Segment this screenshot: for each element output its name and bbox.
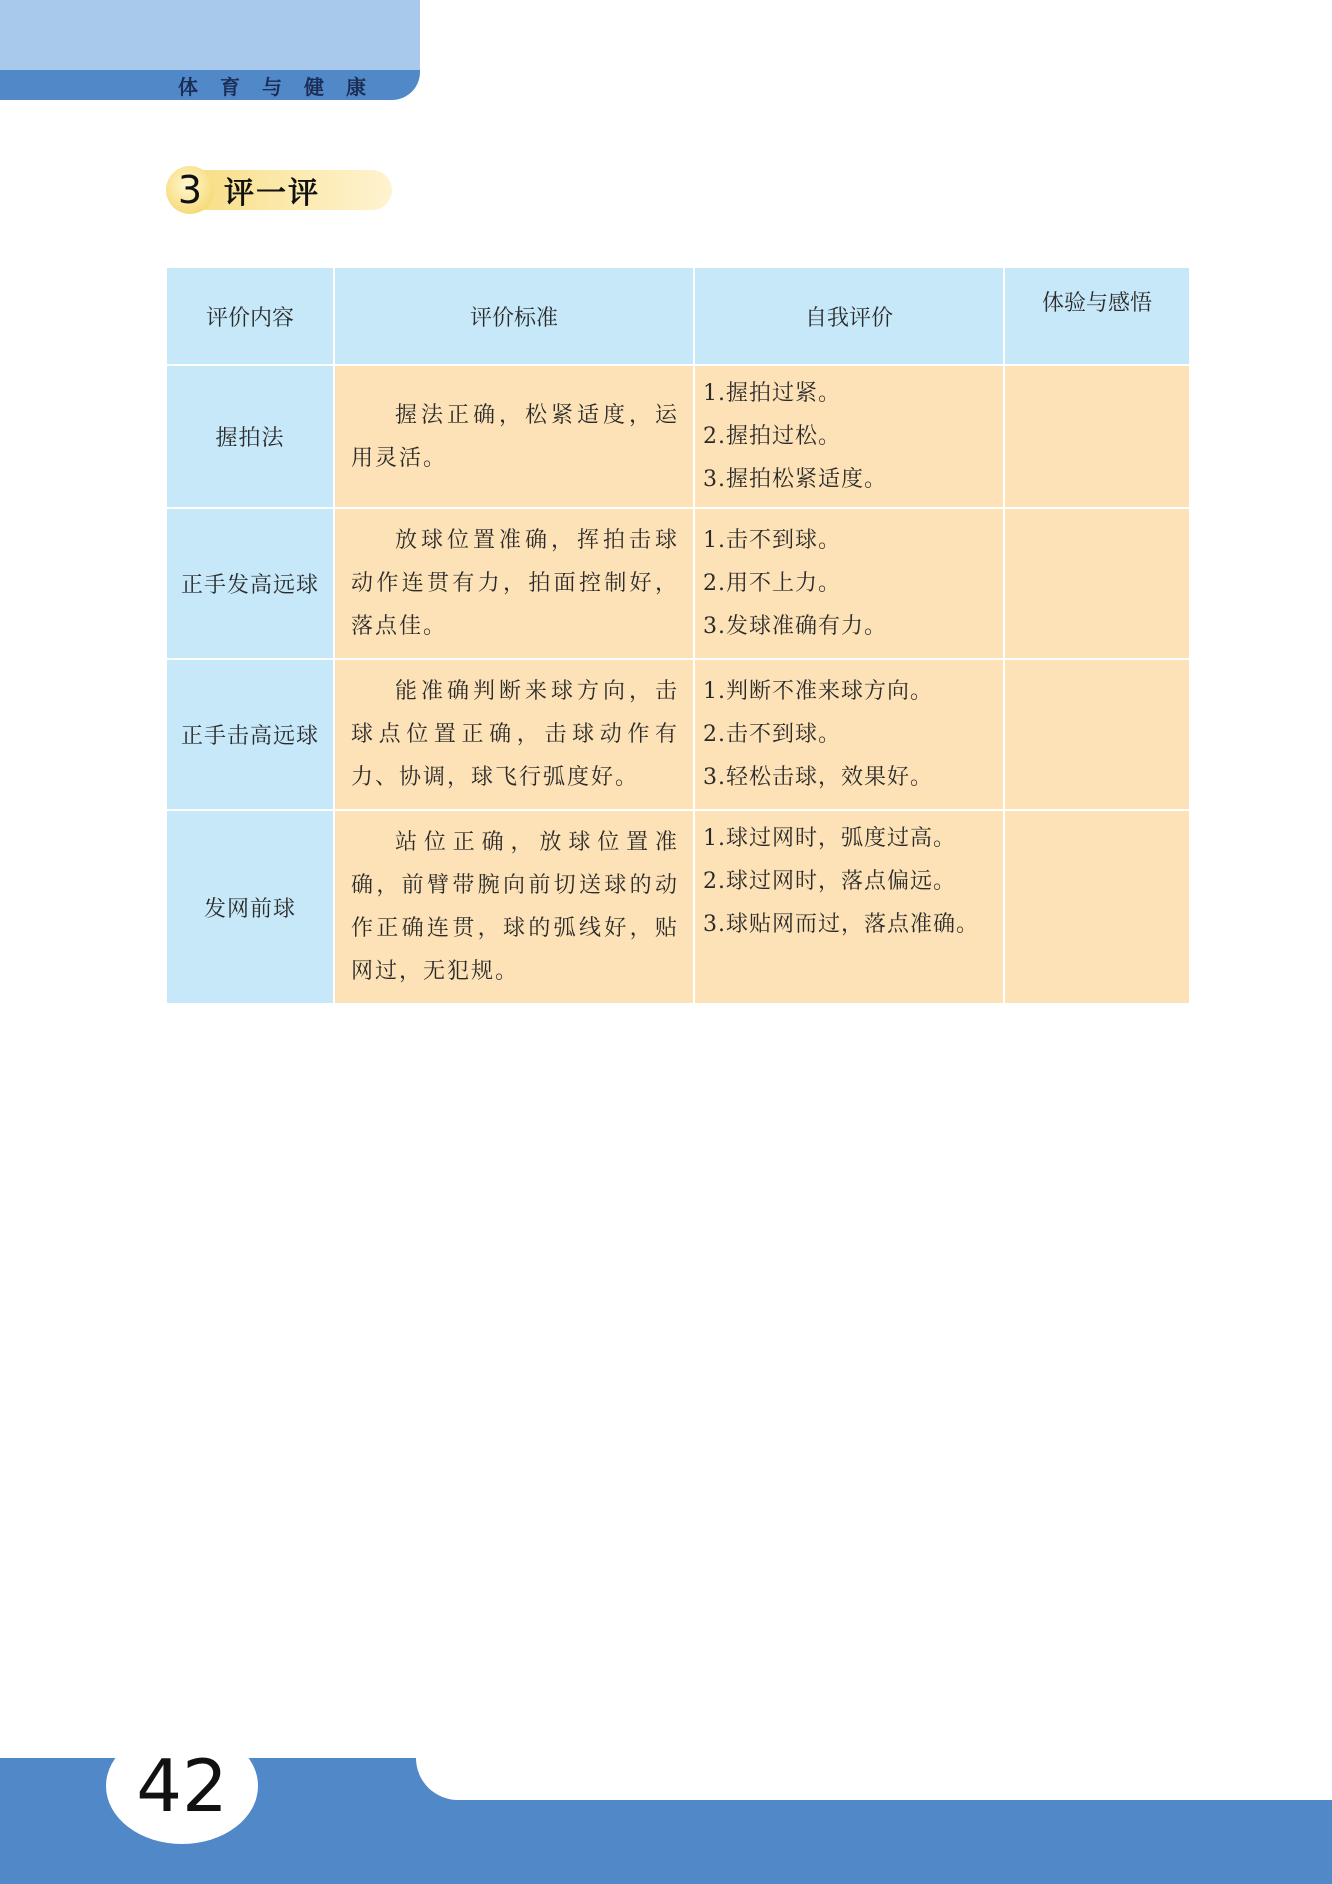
self-eval-option: 1.球过网时，弧度过高。	[703, 826, 956, 851]
self-eval-option: 2.握拍过松。	[703, 424, 841, 449]
self-eval-option: 1.握拍过紧。	[703, 381, 841, 406]
section-number-badge: 3	[166, 166, 214, 214]
row-item: 握拍法	[166, 365, 334, 508]
header-item: 评价内容	[166, 267, 334, 365]
row-criteria	[334, 659, 694, 810]
row-reflection[interactable]	[1004, 365, 1190, 508]
row-self-eval	[694, 810, 1004, 1004]
row-self-eval	[694, 659, 1004, 810]
table-row	[166, 810, 1190, 1004]
header-reflection: 体验与感悟	[1004, 267, 1190, 365]
table-row	[166, 508, 1190, 659]
self-eval-option: 2.球过网时，落点偏远。	[703, 869, 956, 894]
header-self-eval: 自我评价	[694, 267, 1004, 365]
criteria-text: 站位正确，放球位置准确，前臂带腕向前切送球的动作正确连贯，球的弧线好，贴网过，无犯规。	[351, 830, 679, 984]
row-item: 发网前球	[166, 810, 334, 1004]
criteria-text: 握法正确，松紧适度，运用灵活。	[351, 402, 679, 471]
row-self-eval	[694, 365, 1004, 508]
self-eval-option: 2.击不到球。	[703, 722, 841, 747]
table-header-row	[166, 267, 1190, 365]
row-item: 正手击高远球	[166, 659, 334, 810]
evaluation-table	[165, 266, 1191, 1005]
self-eval-option: 3.球贴网而过，落点准确。	[703, 912, 979, 937]
subject-title: 体育与健康	[178, 74, 388, 99]
header-criteria: 评价标准	[334, 267, 694, 365]
self-eval-option: 3.轻松击球，效果好。	[703, 765, 933, 790]
footer-notch	[416, 1758, 1332, 1800]
criteria-text: 放球位置准确，挥拍击球动作连贯有力，拍面控制好，落点佳。	[351, 528, 679, 639]
criteria-text: 能准确判断来球方向，击球点位置正确，击球动作有力、协调，球飞行弧度好。	[351, 679, 679, 790]
section-title: 评一评	[224, 176, 320, 211]
table-row	[166, 365, 1190, 508]
header-tab	[0, 0, 420, 100]
row-criteria	[334, 508, 694, 659]
section-heading	[166, 170, 392, 210]
row-criteria	[334, 365, 694, 508]
self-eval-option: 1.击不到球。	[703, 528, 841, 553]
self-eval-option: 3.发球准确有力。	[703, 614, 887, 639]
page-number: 42	[106, 1728, 258, 1844]
row-item: 正手发高远球	[166, 508, 334, 659]
row-reflection[interactable]	[1004, 810, 1190, 1004]
table-row	[166, 659, 1190, 810]
self-eval-option: 1.判断不准来球方向。	[703, 679, 933, 704]
header-band	[0, 70, 420, 100]
self-eval-option: 3.握拍松紧适度。	[703, 467, 887, 492]
self-eval-option: 2.用不上力。	[703, 571, 841, 596]
row-criteria	[334, 810, 694, 1004]
row-reflection[interactable]	[1004, 659, 1190, 810]
row-reflection[interactable]	[1004, 508, 1190, 659]
row-self-eval	[694, 508, 1004, 659]
